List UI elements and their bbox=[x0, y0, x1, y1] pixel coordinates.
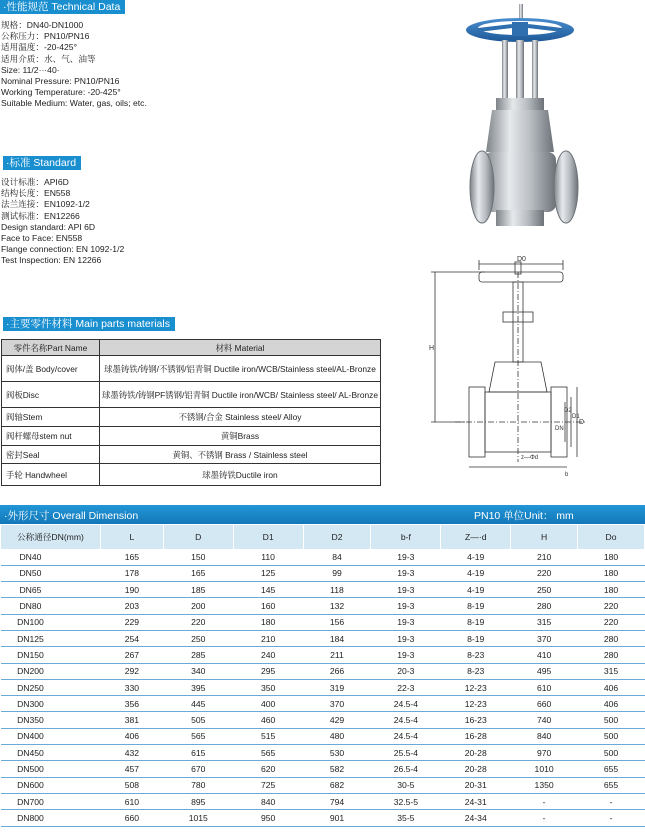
dimension-cell: 319 bbox=[303, 679, 371, 695]
column-header: H bbox=[511, 525, 578, 549]
dimension-cell: 220 bbox=[578, 614, 645, 630]
dimension-cell: 682 bbox=[303, 777, 371, 793]
dimension-cell: 280 bbox=[511, 598, 578, 614]
dimension-cell: 460 bbox=[233, 712, 303, 728]
dimension-cell: 220 bbox=[578, 598, 645, 614]
unit-label: PN10 单位Unit： mm bbox=[474, 510, 574, 522]
standard-line: Test Inspection: EN 12266 bbox=[1, 255, 102, 266]
column-header: D bbox=[163, 525, 233, 549]
dimension-cell: 32.5-5 bbox=[371, 793, 441, 809]
dimension-cell: 655 bbox=[578, 777, 645, 793]
dimension-cell: 950 bbox=[233, 810, 303, 826]
dimension-cell: 19-3 bbox=[371, 614, 441, 630]
technical-data-header: ·性能规范 Technical Data bbox=[0, 0, 125, 14]
dimension-cell: 1015 bbox=[163, 810, 233, 826]
table-row bbox=[1, 696, 645, 712]
dimension-cell: 4-19 bbox=[441, 549, 511, 565]
nominal-diameter-cell: DN100 bbox=[1, 614, 101, 630]
nominal-diameter-cell: DN40 bbox=[1, 549, 101, 565]
spec-line: Size: 11/2···40· bbox=[1, 64, 60, 75]
nominal-diameter-cell: DN125 bbox=[1, 630, 101, 646]
table-row bbox=[1, 679, 645, 695]
material-cell: 不锈钢/合金 Stainless steel/ Alloy bbox=[100, 408, 381, 427]
dimension-cell: 160 bbox=[233, 598, 303, 614]
overall-dimension-title: ·外形尺寸 Overall Dimension bbox=[4, 510, 139, 522]
nominal-diameter-cell: DN300 bbox=[1, 696, 101, 712]
part-name-cell: 阀杆螺母stem nut bbox=[2, 427, 100, 446]
dimension-cell: 220 bbox=[511, 565, 578, 581]
dimension-cell: 165 bbox=[100, 549, 163, 565]
technical-data-list bbox=[1, 20, 147, 110]
dimension-cell: 565 bbox=[163, 728, 233, 744]
nominal-diameter-cell: DN400 bbox=[1, 728, 101, 744]
dimension-cell: 740 bbox=[511, 712, 578, 728]
zd-label: z—Φd bbox=[521, 455, 539, 461]
standard-list bbox=[1, 177, 124, 267]
dimension-cell: - bbox=[511, 793, 578, 809]
dimension-cell: 500 bbox=[578, 728, 645, 744]
dimension-cell: 395 bbox=[163, 679, 233, 695]
nominal-diameter-cell: DN50 bbox=[1, 565, 101, 581]
dimension-cell: 480 bbox=[303, 728, 371, 744]
dimension-cell: 356 bbox=[100, 696, 163, 712]
dimension-cell: 330 bbox=[100, 679, 163, 695]
dimension-cell: 620 bbox=[233, 761, 303, 777]
dimension-cell: 211 bbox=[303, 647, 371, 663]
dimension-cell: 8-19 bbox=[441, 630, 511, 646]
dimension-cell: 1010 bbox=[511, 761, 578, 777]
dimension-table bbox=[0, 525, 645, 827]
standard-line: Face to Face: EN558 bbox=[1, 232, 83, 243]
dimension-cell: 180 bbox=[578, 549, 645, 565]
dimension-cell: 16-28 bbox=[441, 728, 511, 744]
dimension-cell: 12-23 bbox=[441, 679, 511, 695]
dimension-cell: - bbox=[511, 810, 578, 826]
dimension-cell: 901 bbox=[303, 810, 371, 826]
valve-dimension-drawing bbox=[425, 252, 590, 478]
d2-label: D2 bbox=[564, 408, 572, 414]
dimension-cell: - bbox=[578, 793, 645, 809]
dimension-cell: 19-3 bbox=[371, 582, 441, 598]
dimension-table-body bbox=[1, 549, 645, 826]
dimension-cell: 250 bbox=[511, 582, 578, 598]
dimension-cell: 267 bbox=[100, 647, 163, 663]
dimension-cell: 780 bbox=[163, 777, 233, 793]
standard-line: 设计标准：API6D bbox=[1, 177, 69, 187]
dimension-cell: 381 bbox=[100, 712, 163, 728]
dimension-cell: 84 bbox=[303, 549, 371, 565]
spec-line: Nominal Pressure: PN10/PN16 bbox=[1, 75, 120, 86]
column-header: L bbox=[100, 525, 163, 549]
dimension-cell: 406 bbox=[578, 679, 645, 695]
spec-line: Working Temperature: -20-425° bbox=[1, 87, 121, 98]
dimension-cell: 24.5-4 bbox=[371, 728, 441, 744]
dimension-cell: 280 bbox=[578, 630, 645, 646]
part-name-cell: 阀板Disc bbox=[2, 382, 100, 408]
dimension-cell: 19-3 bbox=[371, 647, 441, 663]
dimension-cell: 20-28 bbox=[441, 761, 511, 777]
dimension-cell: 180 bbox=[233, 614, 303, 630]
nominal-diameter-cell: DN800 bbox=[1, 810, 101, 826]
table-row bbox=[1, 565, 645, 581]
nominal-diameter-cell: DN600 bbox=[1, 777, 101, 793]
dimension-cell: 145 bbox=[233, 582, 303, 598]
dimension-cell: 8-23 bbox=[441, 647, 511, 663]
table-row bbox=[1, 777, 645, 793]
dimension-cell: 240 bbox=[233, 647, 303, 663]
part-name-cell: 阀体/盖 Body/cover bbox=[2, 356, 100, 382]
dimension-cell: 615 bbox=[163, 745, 233, 761]
dimension-cell: 610 bbox=[100, 793, 163, 809]
materials-header: ·主要零件材料 Main parts materials bbox=[3, 317, 175, 331]
standard-line: 法兰连接：EN1092-1/2 bbox=[1, 199, 90, 210]
dimension-cell: 660 bbox=[511, 696, 578, 712]
nominal-diameter-cell: DN150 bbox=[1, 647, 101, 663]
dimension-cell: 508 bbox=[100, 777, 163, 793]
dimension-cell: 250 bbox=[163, 630, 233, 646]
dimension-cell: 254 bbox=[100, 630, 163, 646]
dimension-cell: 457 bbox=[100, 761, 163, 777]
dimension-cell: 406 bbox=[100, 728, 163, 744]
part-name-cell: 阀轴Stem bbox=[2, 408, 100, 427]
column-header: Do bbox=[578, 525, 645, 549]
column-header: D1 bbox=[233, 525, 303, 549]
dimension-cell: 725 bbox=[233, 777, 303, 793]
material-column-header: 材料 Material bbox=[100, 340, 381, 356]
table-row bbox=[1, 582, 645, 598]
dimension-cell: 165 bbox=[163, 565, 233, 581]
dimension-cell: 292 bbox=[100, 663, 163, 679]
spec-line: 适用温度：-20-425° bbox=[1, 42, 78, 53]
dimension-cell: 515 bbox=[233, 728, 303, 744]
dimension-cell: 22-3 bbox=[371, 679, 441, 695]
dimension-cell: 125 bbox=[233, 565, 303, 581]
dimension-cell: 8-19 bbox=[441, 598, 511, 614]
part-name-cell: 手轮 Handwheel bbox=[2, 464, 100, 486]
dimension-cell: 266 bbox=[303, 663, 371, 679]
material-cell: 球墨铸铁/铸钢PF锈钢/铝青铜 Ductile iron/WCB/ Stainless steel/ AL-Bronze bbox=[100, 382, 381, 408]
dimension-cell: 505 bbox=[163, 712, 233, 728]
dimension-cell: 370 bbox=[303, 696, 371, 712]
dimension-cell: 610 bbox=[511, 679, 578, 695]
dimension-cell: 840 bbox=[511, 728, 578, 744]
table-row bbox=[1, 761, 645, 777]
dimension-cell: 16-23 bbox=[441, 712, 511, 728]
dimension-cell: 35-5 bbox=[371, 810, 441, 826]
dimension-cell: 156 bbox=[303, 614, 371, 630]
standard-line: 结构长度：EN558 bbox=[1, 188, 71, 199]
dimension-cell: 8-19 bbox=[441, 614, 511, 630]
dimension-cell: 19-3 bbox=[371, 565, 441, 581]
dimension-cell: 12-23 bbox=[441, 696, 511, 712]
dimension-cell: 203 bbox=[100, 598, 163, 614]
table-row bbox=[1, 663, 645, 679]
dimension-cell: 210 bbox=[233, 630, 303, 646]
dimension-cell: 180 bbox=[578, 582, 645, 598]
column-header: Z—·d bbox=[441, 525, 511, 549]
dimension-cell: 970 bbox=[511, 745, 578, 761]
dimension-cell: 185 bbox=[163, 582, 233, 598]
gate-valve-photo bbox=[462, 2, 586, 242]
nominal-diameter-cell: DN65 bbox=[1, 582, 101, 598]
dimension-cell: 190 bbox=[100, 582, 163, 598]
dn-label: DN bbox=[555, 426, 564, 432]
bf-label: b bbox=[565, 472, 569, 478]
dimension-cell: 4-19 bbox=[441, 565, 511, 581]
dimension-cell: 220 bbox=[163, 614, 233, 630]
dimension-cell: 20-28 bbox=[441, 745, 511, 761]
dimension-cell: 794 bbox=[303, 793, 371, 809]
dimension-cell: 24.5-4 bbox=[371, 696, 441, 712]
table-row bbox=[1, 598, 645, 614]
dimension-cell: 530 bbox=[303, 745, 371, 761]
column-header: D2 bbox=[303, 525, 371, 549]
dimension-cell: 25.5-4 bbox=[371, 745, 441, 761]
table-row bbox=[1, 647, 645, 663]
table-row bbox=[1, 712, 645, 728]
nominal-diameter-cell: DN200 bbox=[1, 663, 101, 679]
dimension-cell: 500 bbox=[578, 745, 645, 761]
table-row bbox=[1, 630, 645, 646]
dimension-cell: 26.5-4 bbox=[371, 761, 441, 777]
dimension-cell: 429 bbox=[303, 712, 371, 728]
table-row bbox=[1, 614, 645, 630]
dimension-cell: 99 bbox=[303, 565, 371, 581]
dimension-cell: 340 bbox=[163, 663, 233, 679]
material-cell: 球墨铸铁/铸钢/不锈钢/铝青铜 Ductile iron/WCB/Stainless steel/AL-Bronze bbox=[100, 356, 381, 382]
table-row bbox=[1, 549, 645, 565]
dimension-cell: 110 bbox=[233, 549, 303, 565]
dimension-cell: 315 bbox=[578, 663, 645, 679]
overall-dimension-header-bar bbox=[0, 505, 645, 524]
column-header: b-f bbox=[371, 525, 441, 549]
dimension-cell: 20-3 bbox=[371, 663, 441, 679]
dimension-cell: 178 bbox=[100, 565, 163, 581]
nominal-diameter-cell: DN700 bbox=[1, 793, 101, 809]
standard-header: ·标准 Standard bbox=[3, 156, 81, 170]
dimension-cell: 670 bbox=[163, 761, 233, 777]
dimension-cell: 20-31 bbox=[441, 777, 511, 793]
dimension-cell: - bbox=[578, 810, 645, 826]
materials-table bbox=[1, 339, 381, 486]
dimension-cell: 24-31 bbox=[441, 793, 511, 809]
dimension-cell: 582 bbox=[303, 761, 371, 777]
material-cell: 球墨铸铁Ductile iron bbox=[100, 464, 381, 486]
dimension-cell: 565 bbox=[233, 745, 303, 761]
d-label: D bbox=[579, 419, 585, 426]
column-header: 公称通径DN(mm) bbox=[1, 525, 101, 549]
dimension-cell: 19-3 bbox=[371, 630, 441, 646]
dimension-cell: 445 bbox=[163, 696, 233, 712]
dimension-cell: 655 bbox=[578, 761, 645, 777]
spec-line: 规格：DN40-DN1000 bbox=[1, 20, 84, 30]
part-name-column-header: 零件名称Part Name bbox=[2, 340, 100, 356]
spec-line: 适用介质：水、气、油等 bbox=[1, 53, 96, 64]
dimension-cell: 200 bbox=[163, 598, 233, 614]
dimension-cell: 24.5-4 bbox=[371, 712, 441, 728]
dimension-cell: 132 bbox=[303, 598, 371, 614]
nominal-diameter-cell: DN450 bbox=[1, 745, 101, 761]
dimension-cell: 4-19 bbox=[441, 582, 511, 598]
nominal-diameter-cell: DN250 bbox=[1, 679, 101, 695]
table-row bbox=[1, 793, 645, 809]
dimension-cell: 19-3 bbox=[371, 549, 441, 565]
material-cell: 黄铜Brass bbox=[100, 427, 381, 446]
standard-line: Design standard: API 6D bbox=[1, 221, 96, 232]
dimension-cell: 432 bbox=[100, 745, 163, 761]
dimension-cell: 19-3 bbox=[371, 598, 441, 614]
dimension-cell: 895 bbox=[163, 793, 233, 809]
dimension-cell: 285 bbox=[163, 647, 233, 663]
table-row bbox=[1, 810, 645, 826]
spec-line: 公称压力：PN10/PN16 bbox=[1, 31, 90, 42]
dimension-cell: 495 bbox=[511, 663, 578, 679]
dimension-cell: 410 bbox=[511, 647, 578, 663]
table-row bbox=[1, 728, 645, 744]
dimension-cell: 660 bbox=[100, 810, 163, 826]
d1-label: D1 bbox=[572, 414, 580, 420]
nominal-diameter-cell: DN350 bbox=[1, 712, 101, 728]
dimension-cell: 370 bbox=[511, 630, 578, 646]
dimension-cell: 210 bbox=[511, 549, 578, 565]
dimension-cell: 500 bbox=[578, 712, 645, 728]
dimension-cell: 295 bbox=[233, 663, 303, 679]
dimension-cell: 118 bbox=[303, 582, 371, 598]
nominal-diameter-cell: DN80 bbox=[1, 598, 101, 614]
dimension-cell: 280 bbox=[578, 647, 645, 663]
dimension-cell: 315 bbox=[511, 614, 578, 630]
dimension-cell: 24-34 bbox=[441, 810, 511, 826]
dimension-cell: 8-23 bbox=[441, 663, 511, 679]
standard-line: Flange connection: EN 1092-1/2 bbox=[1, 244, 125, 255]
h-label: H bbox=[429, 345, 435, 352]
dimension-cell: 180 bbox=[578, 565, 645, 581]
spec-line: Suitable Medium: Water, gas, oils; etc. bbox=[1, 98, 147, 109]
dimension-cell: 400 bbox=[233, 696, 303, 712]
nominal-diameter-cell: DN500 bbox=[1, 761, 101, 777]
material-cell: 黄铜、不锈钢 Brass / Stainless steel bbox=[100, 446, 381, 464]
dimension-cell: 350 bbox=[233, 679, 303, 695]
dimension-cell: 406 bbox=[578, 696, 645, 712]
dimension-cell: 30-5 bbox=[371, 777, 441, 793]
dimension-cell: 184 bbox=[303, 630, 371, 646]
dimension-cell: 840 bbox=[233, 793, 303, 809]
part-name-cell: 密封Seal bbox=[2, 446, 100, 464]
dimension-cell: 229 bbox=[100, 614, 163, 630]
table-row bbox=[1, 745, 645, 761]
dimension-cell: 1350 bbox=[511, 777, 578, 793]
dimension-cell: 150 bbox=[163, 549, 233, 565]
standard-line: 测试标准：EN12266 bbox=[1, 210, 80, 221]
do-label: D0 bbox=[517, 256, 526, 263]
